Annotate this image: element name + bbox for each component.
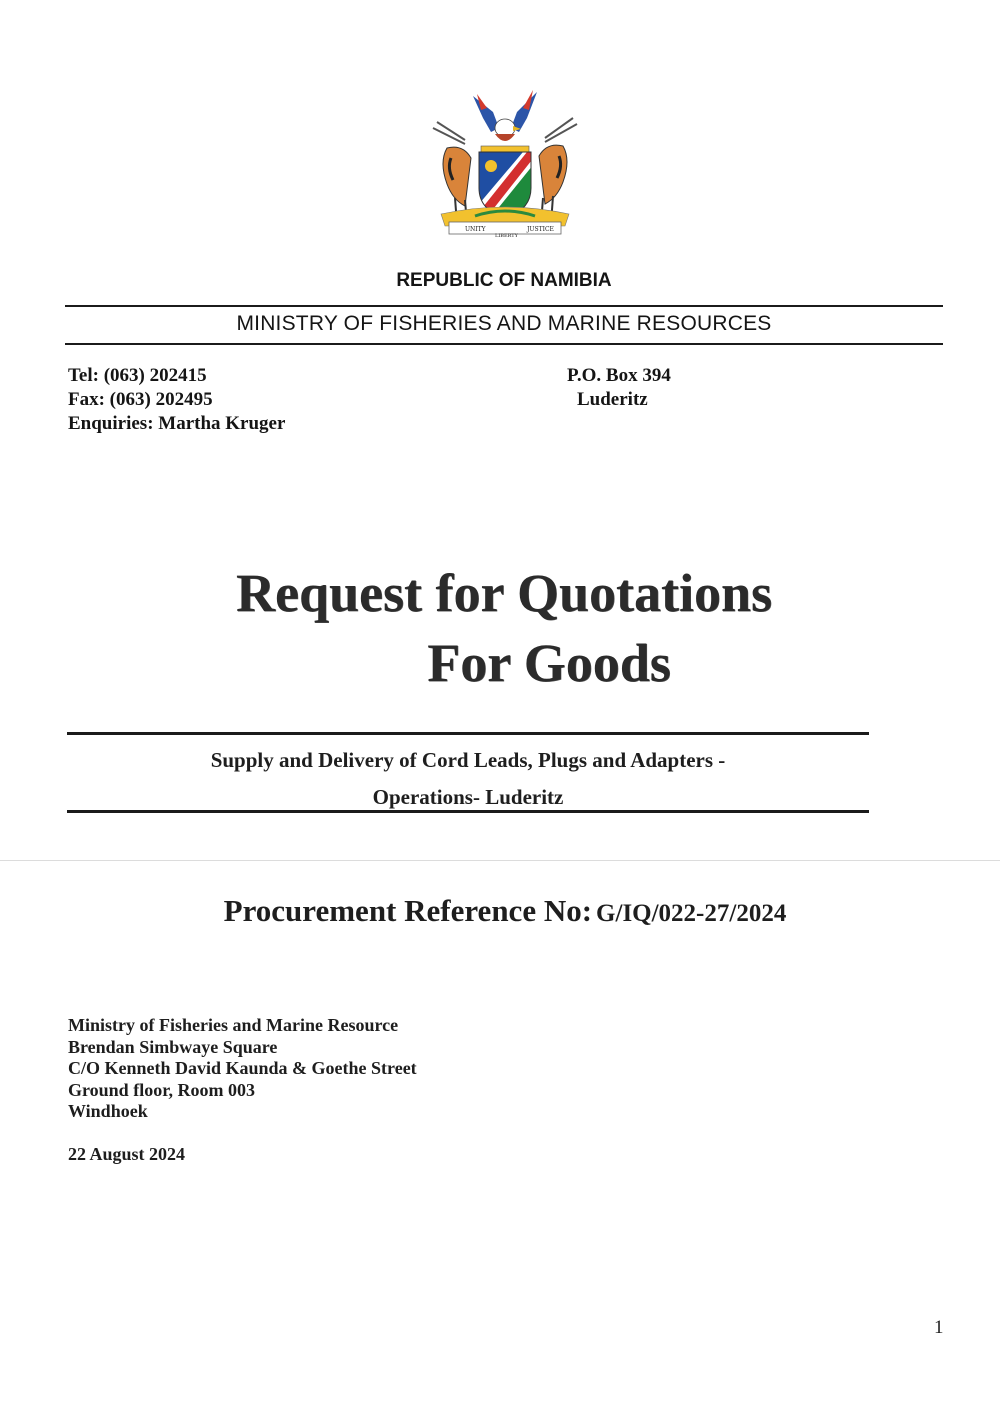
subject-top-rule — [67, 732, 869, 735]
address-line: Ground floor, Room 003 — [68, 1079, 256, 1100]
procurement-reference — [0, 893, 1000, 929]
scan-fold-line — [0, 860, 1000, 861]
postal-town: Luderitz — [577, 389, 648, 410]
address-line: Brendan Simbwaye Square — [68, 1036, 278, 1057]
motto-unity: UNITY — [465, 226, 486, 233]
postal-address — [567, 364, 671, 412]
document-title-line-2: For Goods — [427, 633, 671, 693]
contact-details — [68, 364, 285, 436]
coat-of-arms-emblem — [425, 88, 585, 240]
po-box: P.O. Box 394 — [567, 365, 671, 386]
fax: Fax: (063) 202495 — [68, 389, 213, 410]
motto-liberty: LIBERTY — [495, 233, 518, 239]
country-name: REPUBLIC OF NAMIBIA — [396, 270, 612, 291]
header-bottom-rule — [65, 343, 943, 345]
subject-line-2: Operations- Luderitz — [372, 785, 564, 809]
subject-line-1: Supply and Delivery of Cord Leads, Plugs and Adapters - — [210, 748, 726, 772]
page-number: 1 — [934, 1317, 944, 1338]
enquiries: Enquiries: Martha Kruger — [68, 413, 286, 434]
subject-bottom-rule — [67, 810, 869, 813]
ministry-name: MINISTRY OF FISHERIES AND MARINE RESOURCES — [236, 312, 772, 335]
procurement-number: G/IQ/022-27/2024 — [596, 900, 787, 927]
procurement-label: Procurement Reference No: — [223, 893, 593, 928]
ministry-address — [68, 1015, 417, 1123]
document-title-line-1: Request for Quotations — [235, 563, 773, 623]
address-line: Windhoek — [68, 1101, 148, 1121]
telephone: Tel: (063) 202415 — [68, 365, 207, 386]
address-line: Ministry of Fisheries and Marine Resource — [68, 1015, 399, 1035]
motto-justice: JUSTICE — [527, 226, 554, 233]
address-line: C/O Kenneth David Kaunda & Goethe Street — [68, 1058, 417, 1078]
document-date: 22 August 2024 — [68, 1144, 186, 1164]
header-top-rule — [65, 305, 943, 307]
